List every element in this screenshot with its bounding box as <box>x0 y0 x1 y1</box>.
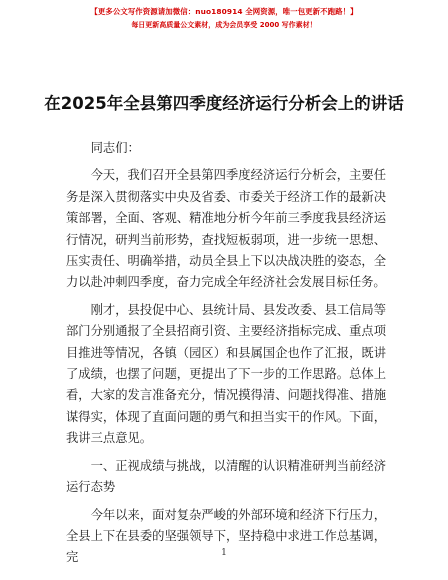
promo-banner-line-1: 【更多公文写作资源请加微信：nuo180914 全网资源，唯一包更新不跑路！】 <box>90 7 358 16</box>
paragraph-reports: 刚才，县投促中心、县统计局、县发改委、县工信局等部门分别通报了全县招商引资、主要经济指标完成、重点项目推进等情况，各镇（园区）和县属国企也作了汇报，既讲了成绩，也摆了问题，更提出了下一步的工作思路。总体上看，大家的发言准备充分，情况摸得清、问题找得准、措施谋得实，体现了直面问题的勇气和担当实干的作风。下面，我讲三点意见。 <box>66 302 386 446</box>
page-number: 1 <box>221 548 227 558</box>
greeting: 同志们： <box>90 141 140 155</box>
document-body <box>66 138 386 575</box>
section-heading-1: 一、正视成绩与挑战，以清醒的认识精准研判当前经济运行态势 <box>66 458 386 495</box>
promo-banner-line-2: 每日更新高质量公文素材，成为会员享受 2000 写作素材！ <box>131 21 317 29</box>
document-title: 在2025年全县第四季度经济运行分析会上的讲话 <box>44 94 404 113</box>
paragraph-intro: 今天，我们召开全县第四季度经济运行分析会，主要任务是深入贯彻落实中央及省委、市委关于经济工作的最新决策部署，全面、客观、精准地分析今年前三季度我县经济运行情况，研判当前形势，查找短板弱项，进一步统一思想、压实责任、明确举措，动员全县上下以决战决胜的姿态，全力以赴冲刺四季度，奋力完成全年经济社会发展目标任务。 <box>66 168 386 290</box>
paragraph-section-1: 今年以来，面对复杂严峻的外部环境和经济下行压力，全县上下在县委的坚强领导下，坚持稳中求进工作总基调，完 <box>66 507 386 565</box>
